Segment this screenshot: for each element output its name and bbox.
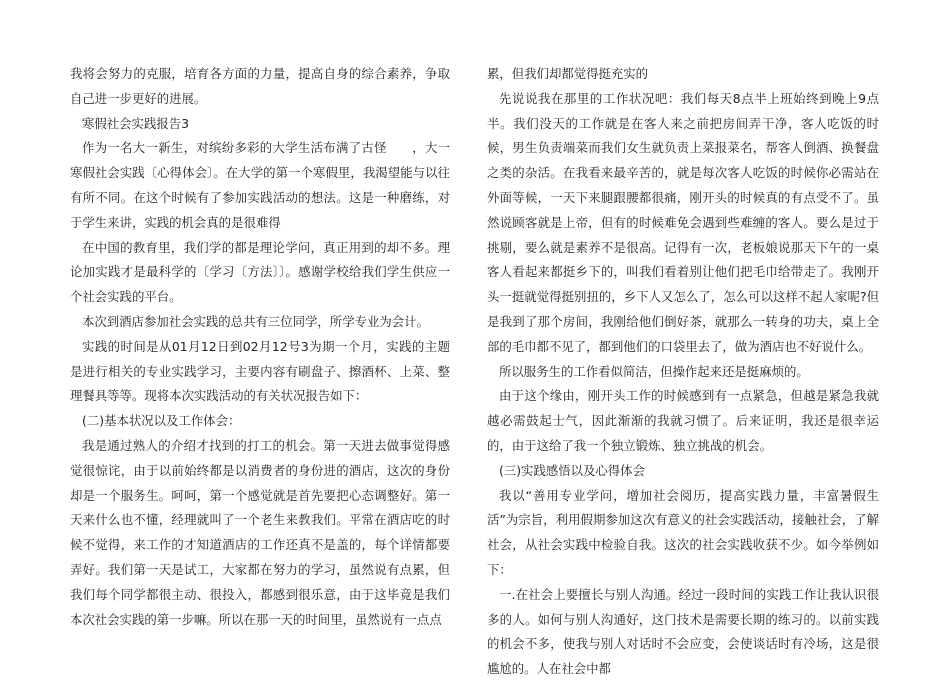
right-column [487, 62, 879, 682]
paragraph: 在中国的教育里，我们学的都是理论学问，真正用到的却不多。理论加实践才是最科学的〔学习〔方法〕〕。感谢学校给我们学生供应一个社会实践的平台。 [70, 239, 450, 305]
paragraph: 先说说我在那里的工作状况吧：我们每天8点半上班始终到晚上9点半。我们没天的工作就是在客人来之前把房间弄干净，客人吃饭的时候，男生负责端菜而我们女生就负责上菜报菜名，帮客人倒酒、换餐盘之类的杂活。在我看来最辛苦的，就是每次客人吃饭的时候你必需站在外面等候，一天下来腿跟腰都很痛，刚开头的时候真的有点受不了。虽然说顾客就是上帝，但有的时候难免会遇到些难缠的客人。要么是过于挑剔，要么就是素养不是很高。记得有一次，老板娘说那天下午的一桌客人看起来都挺乡下的，叫我们看着别让他们把毛巾给带走了。我刚开头一挺就觉得挺别扭的，乡下人又怎么了，怎么可以这样不起人家呢?但是我到了那个房间，我刚给他们倒好茶，就那么一转身的功夫，桌上全部的毛巾都不见了，都到他们的口袋里去了，做为酒店也不好说什么。 [487, 90, 879, 354]
section-heading: (三)实践感悟以及心得体会 [499, 462, 645, 478]
paragraph: 累，但我们却都觉得挺充实的 [487, 66, 649, 81]
left-column [70, 62, 450, 632]
paragraph: 一.在社会上要擅长与别人沟通。经过一段时间的实践工作让我认识很多的人。如何与别人沟通好，这门技术是需要长期的练习的。以前实践的机会不多，使我与别人对话时不会应变，会使谈话时有冷场，这是很尴尬的。人在社会中都 [487, 586, 879, 677]
paragraph: 本次到酒店参加社会实践的总共有三位同学，所学专业为会计。 [82, 313, 429, 329]
paragraph: 作为一名大一新生，对缤纷多彩的大学生活布满了古怪 ，大一寒假社会实践〔心得体会〕。在大学的第一个寒假里，我渴望能与以往有所不同。在这个时候有了参加实践活动的想法。这是一种磨练，对于学生来讲，实践的机会真的是很难得 [70, 140, 450, 230]
paragraph: 实践的时间是从01月12日到02月12号3为期一个月，实践的主题是进行相关的专业实践学习，主要内容有刷盘子、擦酒杯、上菜、整理餐具等等。现将本次实践活动的有关状况报告如下： [70, 338, 450, 404]
paragraph: 我是通过熟人的介绍才找到的打工的机会。第一天进去做事觉得感觉很惊诧，由于以前始终都是以消费者的身份进的酒店，这次的身份却是一个服务生。呵呵，第一个感觉就是首先要把心态调整好。第一天来什么也不懂，经理就叫了一个老生来教我们。平常在酒店吃的时候不觉得，来工作的才知道酒店的工作还真不是盖的，每个详情都要弄好。我们第一天是试工，大家都在努力的学习，虽然说有点累，但我们每个同学都很主动、很投入，都感到很乐意，由于这毕竟是我们本次社会实践的第一步嘛。所以在那一天的时间里，虽然说有一点点 [70, 437, 450, 627]
paragraph: 由于这个缘由，刚开头工作的时候感到有一点紧急，但越是紧急我就越必需鼓起士气，因此渐渐的我就习惯了。后来证明，我还是很幸运的，由于这给了我一个独立锻炼、独立挑战的机会。 [487, 388, 879, 453]
paragraph: 所以服务生的工作看似简洁，但操作起来还是挺麻烦的。 [499, 363, 809, 379]
paragraph: 我将会努力的克服，培育各方面的力量，提高自身的综合素养，争取自己进一步更好的进展。 [70, 66, 450, 106]
paragraph: 我以“善用专业学问，增加社会阅历，提高实践力量，丰富暑假生活”为宗旨，利用假期参加这次有意义的社会实践活动，接触社会，了解社会，从社会实践中检验自我。这次的社会实践收获不少。如今举例如下： [487, 487, 879, 577]
section-heading: (二)基本状况以及工作体会： [82, 413, 241, 429]
section-heading: 寒假社会实践报告3 [82, 115, 190, 131]
